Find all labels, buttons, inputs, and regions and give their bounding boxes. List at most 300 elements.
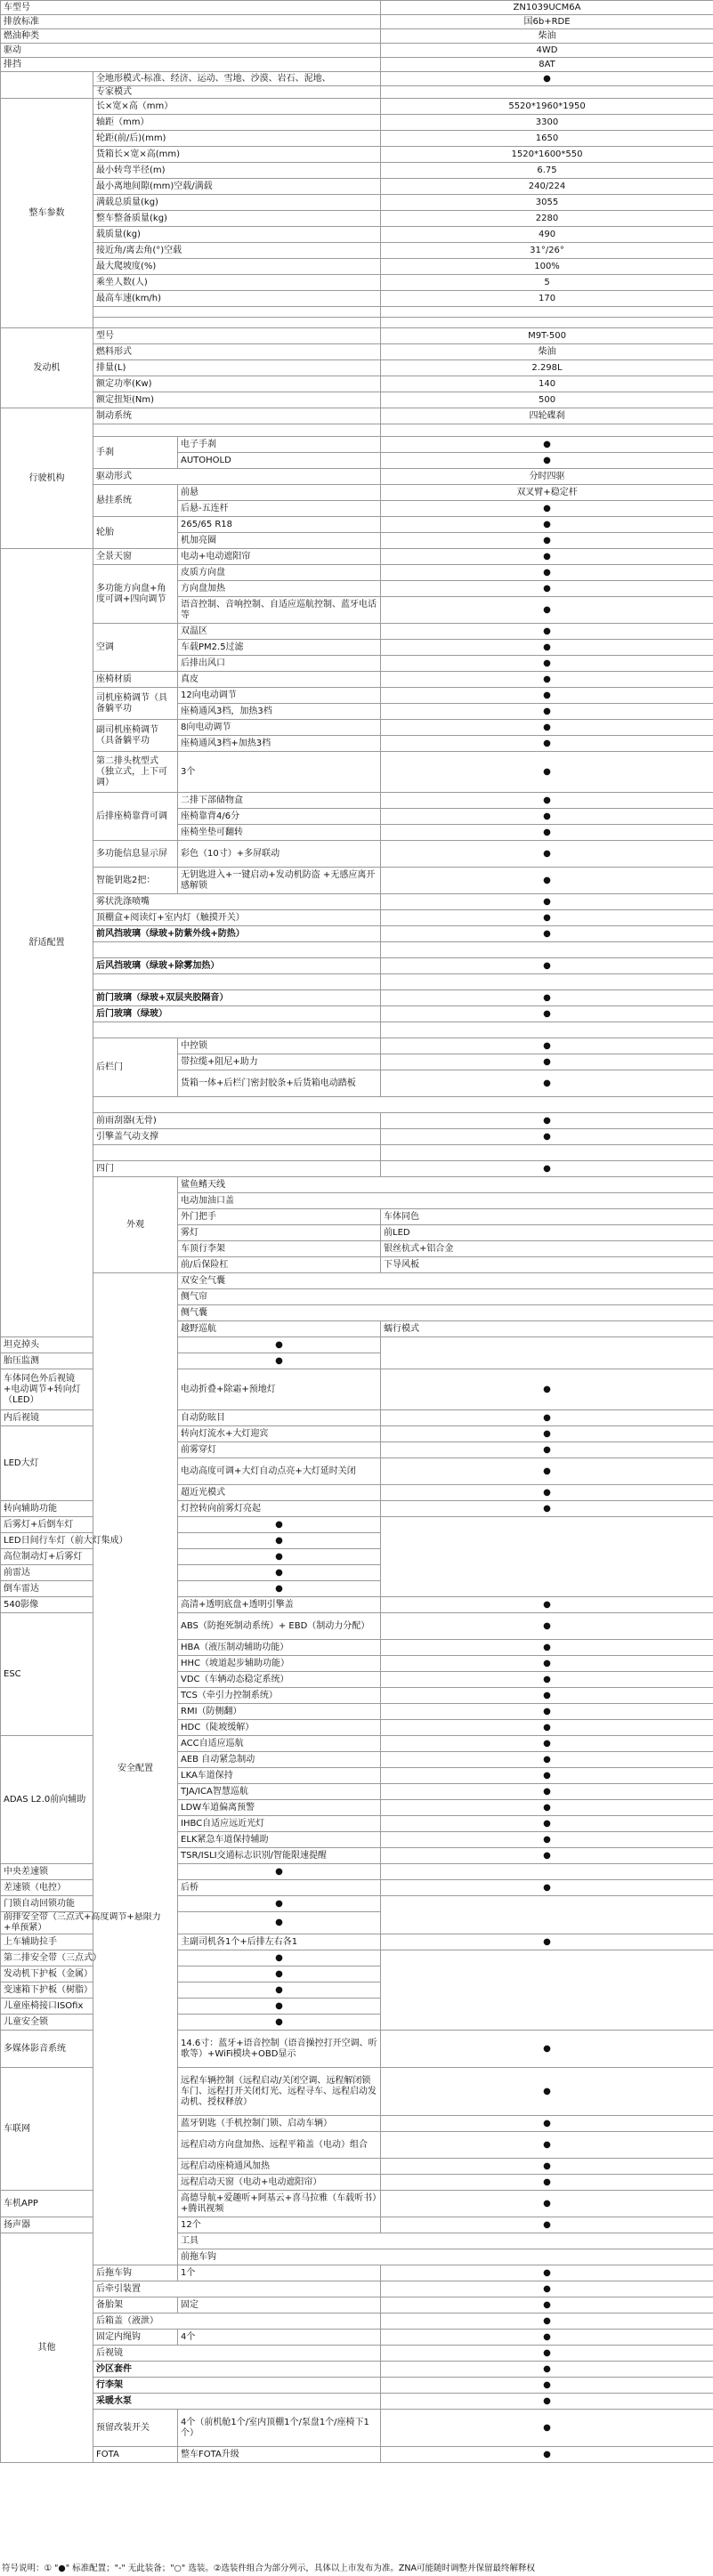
spec-cell: 彩色（10寸）+多屏联动: [178, 841, 381, 868]
spec-cell: 侧气囊: [178, 1305, 713, 1321]
spec-row: [1, 1517, 713, 1533]
value-cell: ●: [381, 2314, 713, 2330]
spec-row: [1, 1337, 713, 1353]
value-cell: ●: [381, 2068, 713, 2116]
spec-cell: FOTA: [93, 2447, 178, 2463]
value-cell: ●: [381, 1736, 713, 1752]
value-cell: 双叉臂+稳定杆: [381, 485, 713, 501]
spec-cell: 远程启动天窗（电动+电动遮阳帘）: [178, 2175, 381, 2191]
spec-cell: 高清+透明底盘+透明引擎盖: [178, 1597, 381, 1613]
spec-cell: 14.6寸：蓝牙+语音控制（语音操控打开空调、听歌等）+WiFi模块+OBD显示: [178, 2031, 381, 2068]
spec-cell: 后视镜: [93, 2346, 381, 2362]
value-cell: ●: [381, 894, 713, 910]
value-cell: ●: [381, 2265, 713, 2281]
spec-cell: 转向辅助功能: [1, 1501, 93, 1517]
spec-cell: 排量(L): [93, 360, 381, 376]
spec-cell: 专家模式: [93, 86, 381, 99]
value-cell: 柴油: [381, 29, 713, 44]
value-cell: ●: [381, 565, 713, 581]
value-cell: ●: [381, 1752, 713, 1768]
spec-cell: 前/后保险杠: [178, 1257, 381, 1273]
spec-cell: 后桥: [178, 1880, 381, 1896]
value-cell: ●: [381, 437, 713, 453]
spec-cell: 车载PM2.5过滤: [178, 640, 381, 656]
spec-cell: 带拉缆+阻尼+助力: [178, 1054, 381, 1070]
spec-row: [1, 408, 713, 424]
spec-cell: 4个: [178, 2330, 381, 2346]
spec-cell: 前LED: [381, 1225, 713, 1241]
spec-cell: 电动折叠+除霜+预地灯: [178, 1369, 381, 1410]
value-cell: [381, 1022, 713, 1038]
spec-row: [1, 1950, 713, 1966]
spec-cell: 前门玻璃（绿玻+双层夹胶隔音）: [93, 990, 381, 1006]
spec-row: [1, 392, 713, 408]
spec-cell: 无钥匙进入+一键启动+发动机防盗 +无感应离开感解锁: [178, 868, 381, 894]
spec-table-body: [1, 1, 713, 2463]
value-cell: ●: [381, 2217, 713, 2233]
spec-cell: 胎压监测: [1, 1353, 178, 1369]
value-cell: ●: [178, 1517, 381, 1533]
value-cell: ●: [381, 597, 713, 624]
value-cell: ●: [381, 1784, 713, 1800]
spec-cell: 远程车辆控制（远程启动/关闭空调、远程解闭锁车门、远程打开关闭灯光、远程寻车、远程启动发动机、授权释放）: [178, 2068, 381, 2116]
spec-row: [1, 720, 713, 736]
spec-cell: 蓝牙钥匙（手机控制门锁、启动车辆）: [178, 2116, 381, 2132]
spec-row: [1, 2015, 713, 2031]
spec-cell: 265/65 R18: [178, 517, 381, 533]
spec-cell: 后风挡玻璃（绿玻+除雾加热）: [93, 958, 381, 974]
value-cell: ●: [381, 2191, 713, 2217]
spec-row: [1, 1896, 713, 1912]
value-cell: 1520*1600*550: [381, 147, 713, 163]
spec-row: [1, 58, 713, 72]
spec-row: [1, 2378, 713, 2394]
spec-row: [1, 868, 713, 894]
value-cell: ●: [381, 1442, 713, 1458]
value-cell: 国6b+RDE: [381, 15, 713, 29]
spec-cell: 二排下部储物盒: [178, 793, 381, 809]
category-cell: 外观: [93, 1177, 178, 1273]
value-cell: ●: [381, 809, 713, 825]
value-cell: ●: [381, 1129, 713, 1145]
value-cell: ●: [381, 501, 713, 517]
spec-cell: IHBC自适应远近光灯: [178, 1816, 381, 1832]
spec-cell: 电子手刹: [178, 437, 381, 453]
spec-cell: 乘坐人数(人): [93, 275, 381, 291]
spec-cell: [1, 72, 93, 99]
value-cell: ●: [381, 1613, 713, 1640]
spec-cell: 备胎架: [93, 2297, 178, 2314]
spec-cell: 整车整备质量(kg): [93, 211, 381, 227]
value-cell: ●: [381, 1458, 713, 1485]
spec-cell: 外门把手: [178, 1209, 381, 1225]
spec-cell: 驱动形式: [93, 469, 381, 485]
spec-cell: 第二排头枕型式（独立式，上下可调）: [93, 752, 178, 793]
spec-row: [1, 2297, 713, 2314]
spec-cell: 车联网: [1, 2068, 93, 2191]
spec-cell: 排放标准: [1, 15, 381, 29]
spec-row: [1, 195, 713, 211]
spec-row: [1, 1129, 713, 1145]
spec-cell: 扬声器: [1, 2217, 93, 2233]
value-cell: ●: [381, 1070, 713, 1097]
value-cell: ●: [381, 1597, 713, 1613]
spec-cell: RMI（防侧翻）: [178, 1704, 381, 1720]
spec-cell: 4个（前机舱1个/室内顶棚1个/泵盘1个/座椅下1个）: [178, 2410, 381, 2447]
spec-cell: 鲨鱼鳍天线: [178, 1177, 713, 1193]
spec-row: [1, 259, 713, 275]
spec-row: [1, 926, 713, 942]
spec-row: [1, 131, 713, 147]
spec-cell: 蠕行模式: [381, 1321, 713, 1337]
value-cell: ●: [381, 517, 713, 533]
spec-cell: 后排出风口: [178, 656, 381, 672]
spec-cell: 第二排安全带（三点式）: [1, 1950, 178, 1966]
value-cell: ●: [381, 1934, 713, 1950]
value-cell: [381, 1145, 713, 1161]
value-cell: ●: [381, 1113, 713, 1129]
value-cell: [381, 942, 713, 958]
spec-row: [1, 360, 713, 376]
spec-row: [1, 2265, 713, 2281]
spec-cell: 载质量(kg): [93, 227, 381, 243]
value-cell: 100%: [381, 259, 713, 275]
spec-row: [1, 15, 713, 29]
spec-cell: 后排座椅靠背可调: [93, 793, 178, 841]
spec-row: [1, 1273, 713, 1289]
spec-row: [1, 1999, 713, 2015]
value-cell: [381, 318, 713, 328]
spec-cell: 后箱盖（液泄）: [93, 2314, 381, 2330]
spec-cell: 方向盘加热: [178, 581, 381, 597]
value-cell: ●: [178, 1549, 381, 1565]
spec-cell: [93, 1145, 381, 1161]
spec-cell: 后拖车钩: [93, 2265, 178, 2281]
spec-row: [1, 1864, 713, 1880]
spec-cell: [93, 974, 381, 990]
spec-cell: ELK紧急车道保持辅助: [178, 1832, 381, 1848]
spec-cell: [93, 942, 381, 958]
spec-cell: 儿童座椅接口ISOfix: [1, 1999, 178, 2015]
spec-cell: 12向电动调节: [178, 688, 381, 704]
value-cell: ●: [381, 624, 713, 640]
spec-cell: [93, 1022, 381, 1038]
spec-row: [1, 1097, 713, 1113]
spec-cell: 全地形模式-标准、经济、运动、雪地、沙漠、岩石、泥地、: [93, 72, 381, 86]
spec-row: [1, 115, 713, 131]
value-cell: M9T-500: [381, 328, 713, 344]
spec-cell: 排挡: [1, 58, 381, 72]
value-cell: ●: [381, 825, 713, 841]
spec-cell: 主副司机各1个+后排左右各1: [178, 1934, 381, 1950]
value-cell: ●: [381, 72, 713, 86]
spec-cell: 后栏门: [93, 1038, 178, 1097]
value-cell: ●: [381, 704, 713, 720]
value-cell: ●: [381, 688, 713, 704]
spec-cell: 轮距(前/后)(mm): [93, 131, 381, 147]
value-cell: 1650: [381, 131, 713, 147]
spec-row: [1, 227, 713, 243]
value-cell: [381, 307, 713, 318]
spec-row: [1, 1022, 713, 1038]
value-cell: ●: [381, 752, 713, 793]
spec-cell: 电动高度可调+大灯自动点亮+大灯延时关闭: [178, 1458, 381, 1485]
spec-cell: 额定功率(Kw): [93, 376, 381, 392]
value-cell: ●: [381, 868, 713, 894]
value-cell: 6.75: [381, 163, 713, 179]
spec-cell: 语音控制、音响控制、自适应巡航控制、蓝牙电话等: [178, 597, 381, 624]
spec-cell: HHC（坡道起步辅助功能）: [178, 1656, 381, 1672]
value-cell: ●: [381, 1880, 713, 1896]
spec-row: [1, 1565, 713, 1581]
spec-cell: HBA（液压制动辅助功能）: [178, 1640, 381, 1656]
value-cell: 170: [381, 291, 713, 307]
spec-cell: 越野巡航: [178, 1321, 381, 1337]
spec-cell: 采暖水泵: [93, 2394, 381, 2410]
spec-row: [1, 44, 713, 58]
value-cell: ●: [381, 2362, 713, 2378]
category-cell: 发动机: [1, 328, 93, 408]
spec-cell: 车体同色外后视镜+电动调节+转向灯（LED）: [1, 1369, 93, 1410]
value-cell: ●: [381, 1768, 713, 1784]
spec-cell: 发动机下护板（金属）: [1, 1966, 178, 1982]
value-cell: ●: [381, 2281, 713, 2297]
spec-cell: ACC自适应巡航: [178, 1736, 381, 1752]
value-cell: 5520*1960*1950: [381, 99, 713, 115]
value-cell: ●: [178, 1912, 381, 1934]
spec-row: [1, 565, 713, 581]
value-cell: ●: [381, 2132, 713, 2159]
spec-row: [1, 2394, 713, 2410]
spec-cell: 高德导航+爱趣听+阿基云+喜马拉雅（车载听书）+腾讯视频: [178, 2191, 381, 2217]
value-cell: [381, 424, 713, 437]
spec-cell: 沙区套件: [93, 2362, 381, 2378]
category-cell: 其他: [1, 2233, 93, 2463]
spec-cell: 1个: [178, 2265, 381, 2281]
spec-cell: ESC: [1, 1613, 93, 1736]
spec-row: [1, 2410, 713, 2447]
spec-cell: LDW车道偏离预警: [178, 1800, 381, 1816]
spec-cell: 倒车雷达: [1, 1581, 178, 1597]
spec-cell: 座椅通风3档，加热3档: [178, 704, 381, 720]
spec-row: [1, 1581, 713, 1597]
spec-cell: 双温区: [178, 624, 381, 640]
spec-cell: LED日间行车灯（前大灯集成）: [1, 1533, 178, 1549]
spec-cell: HDC（陡坡缓解）: [178, 1720, 381, 1736]
category-cell: 整车参数: [1, 99, 93, 328]
category-cell: 安全配置: [93, 1273, 178, 2265]
spec-cell: [93, 307, 381, 318]
value-cell: ●: [178, 2015, 381, 2031]
spec-cell: 前悬: [178, 485, 381, 501]
spec-cell: 多功能方向盘+角度可调+四向调节: [93, 565, 178, 624]
spec-cell: 远程启动座椅通风加热: [178, 2159, 381, 2175]
value-cell: 8AT: [381, 58, 713, 72]
spec-row: [1, 752, 713, 793]
spec-cell: AEB 自动紧急制动: [178, 1752, 381, 1768]
spec-cell: 540影像: [1, 1597, 93, 1613]
spec-cell: 前雨刮器(无骨): [93, 1113, 381, 1129]
spec-row: [1, 2362, 713, 2378]
value-cell: ●: [381, 1640, 713, 1656]
value-cell: ●: [381, 2175, 713, 2191]
spec-cell: 座椅靠背4/6分: [178, 809, 381, 825]
value-cell: ●: [381, 1832, 713, 1848]
spec-cell: VDC（车辆动态稳定系统）: [178, 1672, 381, 1688]
spec-cell: [93, 424, 381, 437]
value-cell: ●: [381, 2297, 713, 2314]
value-cell: ●: [178, 1581, 381, 1597]
spec-row: [1, 910, 713, 926]
spec-row: [1, 291, 713, 307]
spec-cell: 型号: [93, 328, 381, 344]
spec-cell: 远程启动方向盘加热、远程平箱盖（电动）组合: [178, 2132, 381, 2159]
spec-cell: 前排安全带（三点式+高度调节+悬限力+单预紧）: [1, 1912, 178, 1934]
value-cell: ●: [178, 1565, 381, 1581]
value-cell: ZN1039UCM6A: [381, 1, 713, 15]
spec-row: [1, 1549, 713, 1565]
spec-cell: 变速箱下护板（树脂）: [1, 1982, 178, 1999]
value-cell: ●: [381, 990, 713, 1006]
spec-cell: LKA车道保持: [178, 1768, 381, 1784]
value-cell: ●: [178, 1950, 381, 1966]
spec-cell: 电动加油口盖: [178, 1193, 713, 1209]
spec-cell: 前风挡玻璃（绿玻+防紫外线+防热）: [93, 926, 381, 942]
value-cell: 分时四驱: [381, 469, 713, 485]
spec-cell: 引擎盖气动支撑: [93, 1129, 381, 1145]
value-cell: ●: [381, 1848, 713, 1864]
value-cell: ●: [381, 1800, 713, 1816]
spec-row: [1, 1533, 713, 1549]
value-cell: ●: [381, 1672, 713, 1688]
spec-cell: 雾灯: [178, 1225, 381, 1241]
spec-row: [1, 1912, 713, 1934]
spec-row: [1, 147, 713, 163]
spec-cell: 司机座椅调节（具备躺平功: [93, 688, 178, 720]
value-cell: 4WD: [381, 44, 713, 58]
value-cell: 5: [381, 275, 713, 291]
spec-row: [1, 72, 713, 86]
spec-cell: AUTOHOLD: [178, 453, 381, 469]
spec-row: [1, 841, 713, 868]
spec-cell: 转向灯流水+大灯迎宾: [178, 1426, 381, 1442]
spec-cell: 前雾穿灯: [178, 1442, 381, 1458]
value-cell: ●: [381, 1816, 713, 1832]
spec-cell: 后悬-五连杆: [178, 501, 381, 517]
spec-cell: 前雷达: [1, 1565, 178, 1581]
spec-cell: 全景天窗: [93, 549, 178, 565]
value-cell: ●: [381, 1006, 713, 1022]
spec-row: [1, 307, 713, 318]
spec-cell: 双安全气囊: [178, 1273, 713, 1289]
value-cell: ●: [381, 958, 713, 974]
value-cell: ●: [381, 1054, 713, 1070]
spec-cell: ADAS L2.0前向辅助: [1, 1736, 93, 1864]
value-cell: 3300: [381, 115, 713, 131]
spec-row: [1, 1038, 713, 1054]
spec-cell: 后雾灯+后倒车灯: [1, 1517, 178, 1533]
value-cell: ●: [178, 1337, 381, 1353]
value-cell: ●: [178, 1533, 381, 1549]
spec-cell: 车顶行李架: [178, 1241, 381, 1257]
spec-cell: 超近光模式: [178, 1485, 381, 1501]
spec-cell: 燃料形式: [93, 344, 381, 360]
spec-row: [1, 2447, 713, 2463]
value-cell: 31°/26°: [381, 243, 713, 259]
spec-cell: 电动+电动遮阳帘: [178, 549, 381, 565]
spec-cell: 接近角/离去角(°)空载: [93, 243, 381, 259]
spec-cell: LED大灯: [1, 1426, 93, 1501]
value-cell: ●: [178, 1982, 381, 1999]
value-cell: 240/224: [381, 179, 713, 195]
spec-row: [1, 517, 713, 533]
spec-row: [1, 942, 713, 958]
spec-row: [1, 211, 713, 227]
value-cell: ●: [381, 1704, 713, 1720]
spec-cell: TJA/ICA智慧巡航: [178, 1784, 381, 1800]
spec-cell: 侧气帘: [178, 1289, 713, 1305]
spec-row: [1, 974, 713, 990]
spec-cell: 货箱一体+后栏门密封胶条+后货箱电动踏板: [178, 1070, 381, 1097]
value-cell: ●: [381, 720, 713, 736]
spec-row: [1, 437, 713, 453]
footnote: 符号说明：① "●" 标准配置；"-" 无此装备；"○" 选装。②选装件组合为部分列示，具体以上市发布为准。ZNA可能随时调整并保留最终解释权: [2, 2564, 535, 2573]
spec-cell: [93, 318, 381, 328]
value-cell: 490: [381, 227, 713, 243]
value-cell: ●: [381, 2378, 713, 2394]
spec-row: [1, 990, 713, 1006]
spec-cell: 顶棚盒+阅读灯+室内灯（触摸开关）: [93, 910, 381, 926]
spec-row: [1, 1, 713, 15]
value-cell: 3055: [381, 195, 713, 211]
value-cell: ●: [381, 1410, 713, 1426]
value-cell: ●: [381, 910, 713, 926]
spec-cell: 四门: [93, 1161, 381, 1177]
spec-cell: 后门玻璃（绿玻）: [93, 1006, 381, 1022]
spec-cell: 皮质方向盘: [178, 565, 381, 581]
spec-cell: 儿童安全锁: [1, 2015, 178, 2031]
value-cell: 2280: [381, 211, 713, 227]
value-cell: ●: [381, 1720, 713, 1736]
spec-cell: 多媒体影音系统: [1, 2031, 93, 2068]
value-cell: ●: [381, 533, 713, 549]
spec-row: [1, 1177, 713, 1193]
value-cell: ●: [178, 1999, 381, 2015]
value-cell: ●: [178, 1864, 381, 1880]
spec-cell: 车机APP: [1, 2191, 93, 2217]
spec-cell: 中央差速锁: [1, 1864, 178, 1880]
value-cell: 2.298L: [381, 360, 713, 376]
value-cell: 500: [381, 392, 713, 408]
spec-row: [1, 485, 713, 501]
value-cell: ●: [381, 1369, 713, 1410]
spec-cell: 悬挂系统: [93, 485, 178, 517]
spec-cell: 门锁自动回锁功能: [1, 1896, 178, 1912]
value-cell: ●: [178, 1353, 381, 1369]
spec-cell: 座椅通风3档+加热3档: [178, 736, 381, 752]
value-cell: ●: [381, 793, 713, 809]
spec-cell: 雾状洗涤喷嘴: [93, 894, 381, 910]
value-cell: 140: [381, 376, 713, 392]
value-cell: ●: [381, 2031, 713, 2068]
spec-row: [1, 2281, 713, 2297]
spec-row: [1, 2330, 713, 2346]
spec-row: [1, 1113, 713, 1129]
value-cell: ●: [178, 1896, 381, 1912]
value-cell: ●: [381, 1426, 713, 1442]
value-cell: ●: [381, 2346, 713, 2362]
spec-cell: 燃油种类: [1, 29, 381, 44]
